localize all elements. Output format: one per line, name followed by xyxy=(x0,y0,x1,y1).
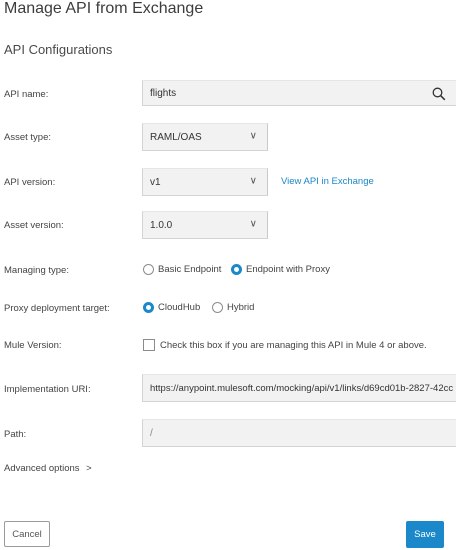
chevron-down-icon: ∨ xyxy=(249,175,257,187)
chevron-right-icon: > xyxy=(86,463,92,474)
radio-basic-endpoint-label: Basic Endpoint xyxy=(158,264,222,275)
radio-hybrid[interactable] xyxy=(212,302,223,313)
api-name-input[interactable] xyxy=(142,80,456,106)
advanced-options-toggle[interactable] xyxy=(4,463,92,474)
radio-cloudhub-label: CloudHub xyxy=(158,302,201,313)
asset-version-label: Asset version: xyxy=(4,220,64,231)
section-title: API Configurations xyxy=(4,42,113,57)
search-icon[interactable] xyxy=(432,87,446,101)
chevron-down-icon: ∨ xyxy=(249,130,257,142)
asset-version-value: 1.0.0 xyxy=(150,219,173,231)
chevron-down-icon: ∨ xyxy=(249,218,257,230)
save-button[interactable]: Save xyxy=(406,521,444,548)
path-input[interactable] xyxy=(142,419,456,447)
implementation-uri-value: https://anypoint.mulesoft.com/mocking/api/v1/links/d69cd01b-2827-42cc xyxy=(150,382,454,394)
asset-type-select[interactable] xyxy=(142,123,268,151)
radio-cloudhub[interactable] xyxy=(143,302,154,313)
advanced-options-label: Advanced options xyxy=(4,463,80,474)
view-api-in-exchange-link[interactable]: View API in Exchange xyxy=(281,176,374,187)
path-label: Path: xyxy=(4,429,27,440)
page-title: Manage API from Exchange xyxy=(4,0,204,17)
api-version-value: v1 xyxy=(150,176,161,188)
asset-type-label: Asset type: xyxy=(4,132,51,143)
radio-hybrid-label: Hybrid xyxy=(227,302,255,313)
api-name-value: flights xyxy=(150,87,177,99)
mule4-checkbox[interactable] xyxy=(143,339,155,351)
radio-basic-endpoint[interactable] xyxy=(143,264,154,275)
mule-version-label: Mule Version: xyxy=(4,340,62,351)
asset-type-value: RAML/OAS xyxy=(150,131,202,143)
implementation-uri-label: Implementation URI: xyxy=(4,384,91,395)
api-name-label: API name: xyxy=(4,89,49,100)
radio-endpoint-with-proxy[interactable] xyxy=(231,264,242,275)
radio-endpoint-with-proxy-label: Endpoint with Proxy xyxy=(246,264,330,275)
cancel-button[interactable]: Cancel xyxy=(4,521,50,547)
managing-type-label: Managing type: xyxy=(4,265,69,276)
proxy-target-label: Proxy deployment target: xyxy=(4,303,110,314)
mule4-checkbox-label: Check this box if you are managing this API in Mule 4 or above. xyxy=(160,340,427,351)
api-version-select[interactable] xyxy=(142,168,268,196)
implementation-uri-input[interactable] xyxy=(142,374,456,402)
path-value: / xyxy=(150,427,153,439)
api-version-label: API version: xyxy=(4,177,56,188)
asset-version-select[interactable] xyxy=(142,211,268,239)
